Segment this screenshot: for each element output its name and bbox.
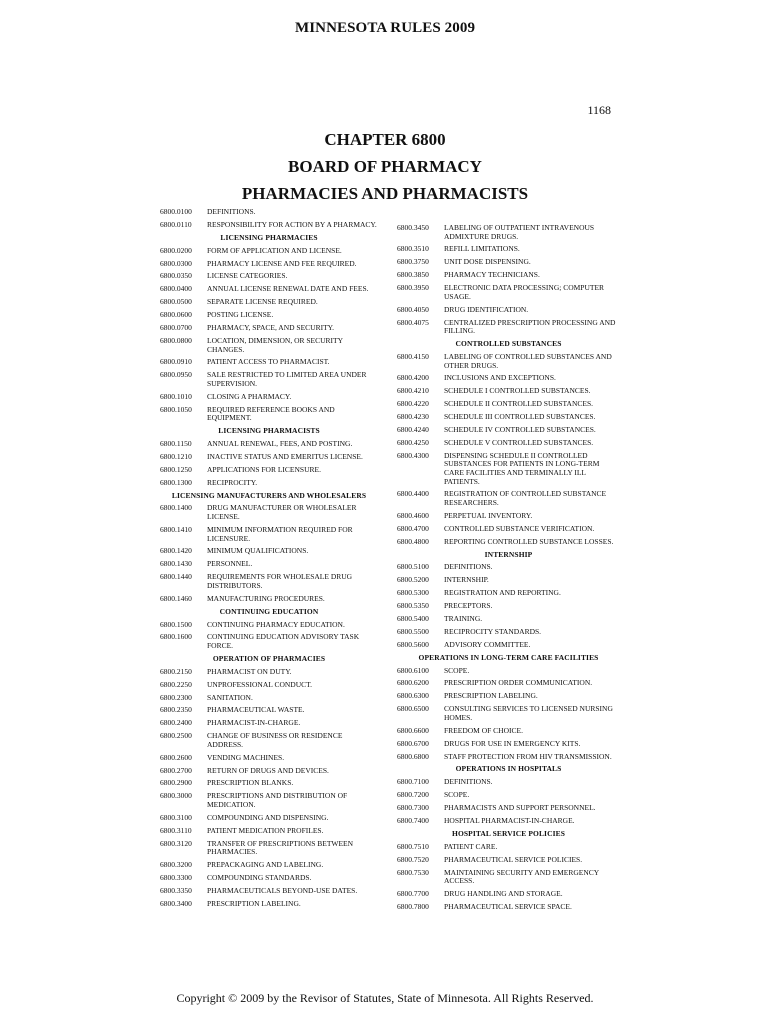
rule-title: SEPARATE LICENSE REQUIRED. <box>207 297 318 307</box>
rule-number: 6800.3200 <box>160 860 192 870</box>
rule-number: 6800.3850 <box>397 270 429 280</box>
rule-number: 6800.4400 <box>397 489 429 499</box>
board-name: BOARD OF PHARMACY <box>288 157 482 176</box>
rule-title: PREPACKAGING AND LABELING. <box>207 860 324 870</box>
rule-number: 6800.4220 <box>397 399 429 409</box>
toc-entry <box>160 668 378 677</box>
toc-entry <box>160 706 378 715</box>
rule-title: MAINTAINING SECURITY AND EMERGENCY ACCESS. <box>444 867 599 886</box>
rule-number: 6800.6700 <box>397 738 429 748</box>
toc-entry <box>160 324 378 333</box>
toc-entry <box>397 258 620 267</box>
toc-entry <box>397 413 620 422</box>
rule-number: 6800.7520 <box>397 854 429 864</box>
section-heading: OPERATIONS IN LONG-TERM CARE FACILITIES <box>418 652 599 662</box>
rule-title: REPORTING CONTROLLED SUBSTANCE LOSSES. <box>444 536 614 546</box>
toc-entry <box>397 692 620 701</box>
toc-entry <box>397 817 620 826</box>
toc-entry <box>160 621 378 630</box>
toc-entry <box>160 595 378 604</box>
rule-title: PHARMACEUTICAL SERVICE SPACE. <box>444 901 572 911</box>
rule-title: COMPOUNDING AND DISPENSING. <box>207 812 329 822</box>
toc-entry <box>160 466 378 475</box>
rule-title: VENDING MACHINES. <box>207 752 285 762</box>
rule-title: REGISTRATION AND REPORTING. <box>444 588 561 598</box>
rule-title: SCHEDULE IV CONTROLLED SUBSTANCES. <box>444 424 596 434</box>
toc-entry <box>160 719 378 728</box>
rule-number: 6800.1150 <box>160 439 192 449</box>
toc-entry <box>160 221 378 230</box>
rule-number: 6800.0400 <box>160 284 192 294</box>
rule-title: ADVISORY COMMITTEE. <box>444 639 531 649</box>
rule-number: 6800.5500 <box>397 626 429 636</box>
rule-number: 6800.3300 <box>160 873 192 883</box>
rule-title: MINIMUM INFORMATION REQUIRED FOR LICENSURE. <box>207 524 353 543</box>
rule-number: 6800.1460 <box>160 593 192 603</box>
rule-title: INTERNSHIP. <box>444 575 489 585</box>
toc-entry <box>397 903 620 912</box>
section-heading: HOSPITAL SERVICE POLICIES <box>452 828 565 838</box>
rule-title: DRUGS FOR USE IN EMERGENCY KITS. <box>444 738 581 748</box>
rule-number: 6800.5200 <box>397 575 429 585</box>
rule-title: RESPONSIBILITY FOR ACTION BY A PHARMACY. <box>207 219 377 229</box>
section-heading: OPERATIONS IN HOSPITALS <box>455 764 562 774</box>
rule-title: PHARMACEUTICAL WASTE. <box>207 705 305 715</box>
toc-entry <box>160 560 378 569</box>
page-number: 1168 <box>587 103 611 117</box>
toc-entry <box>160 681 378 690</box>
rule-number: 6800.7530 <box>397 867 429 877</box>
rule-title: PATIENT MEDICATION PROFILES. <box>207 825 324 835</box>
toc-entry <box>397 576 620 585</box>
rule-title: HOSPITAL PHARMACIST-IN-CHARGE. <box>444 815 575 825</box>
rule-title: CONTINUING PHARMACY EDUCATION. <box>207 619 345 629</box>
rule-number: 6800.5350 <box>397 601 429 611</box>
rule-title: SANITATION. <box>207 692 253 702</box>
rule-title: CONSULTING SERVICES TO LICENSED NURSING HOMES. <box>444 704 613 722</box>
toc-entry <box>397 679 620 688</box>
rule-number: 6800.6500 <box>397 704 429 714</box>
rule-number: 6800.2600 <box>160 752 192 762</box>
rule-number: 6800.3350 <box>160 885 192 895</box>
rule-title: APPLICATIONS FOR LICENSURE. <box>207 464 321 474</box>
rule-number: 6800.2900 <box>160 778 192 788</box>
rule-title: LICENSE CATEGORIES. <box>207 271 288 281</box>
rule-number: 6800.7800 <box>397 901 429 911</box>
rule-number: 6800.0910 <box>160 357 192 367</box>
rule-number: 6800.4200 <box>397 373 429 383</box>
rule-number: 6800.0700 <box>160 323 192 333</box>
toc-entry <box>397 740 620 749</box>
toc-entry <box>397 705 620 722</box>
rule-title: LABELING OF OUTPATIENT INTRAVENOUS ADMIXTURE DRUGS. <box>444 223 595 241</box>
toc-left-column <box>160 208 378 913</box>
rule-title: REFILL LIMITATIONS. <box>444 244 520 254</box>
rule-number: 6800.3400 <box>160 898 192 908</box>
toc-entry <box>160 840 378 857</box>
toc-entry <box>160 247 378 256</box>
toc-entry <box>160 406 378 423</box>
toc-entry <box>397 400 620 409</box>
section-heading: CONTROLLED SUBSTANCES <box>455 339 562 349</box>
toc-entry <box>160 827 378 836</box>
toc-entry <box>397 804 620 813</box>
rule-number: 6800.5100 <box>397 562 429 572</box>
rule-number: 6800.4250 <box>397 437 429 447</box>
rule-title: INCLUSIONS AND EXCEPTIONS. <box>444 373 556 383</box>
rule-number: 6800.5300 <box>397 588 429 598</box>
rule-number: 6800.4050 <box>397 304 429 314</box>
rule-title: CLOSING A PHARMACY. <box>207 391 292 401</box>
toc-entry <box>160 887 378 896</box>
toc-entry <box>160 272 378 281</box>
rule-title: PHARMACY TECHNICIANS. <box>444 270 540 280</box>
toc-entry <box>160 337 378 354</box>
toc-entry <box>397 353 620 370</box>
toc-entry <box>397 667 620 676</box>
toc-entry <box>160 311 378 320</box>
rule-title: PERPETUAL INVENTORY. <box>444 510 533 520</box>
toc-entry <box>397 426 620 435</box>
toc-entry <box>397 869 620 886</box>
rule-title: PHARMACEUTICAL SERVICE POLICIES. <box>444 854 583 864</box>
toc-entry <box>397 374 620 383</box>
rule-number: 6800.1500 <box>160 619 192 629</box>
toc-entry <box>397 284 620 301</box>
toc-entry <box>160 754 378 763</box>
toc-entry <box>160 526 378 543</box>
toc-entry <box>397 306 620 315</box>
rule-number: 6800.6200 <box>397 678 429 688</box>
toc-entry <box>397 224 620 241</box>
rule-title: TRAINING. <box>444 614 483 624</box>
rule-title: PHARMACIST-IN-CHARGE. <box>207 718 301 728</box>
rule-number: 6800.7510 <box>397 841 429 851</box>
rule-number: 6800.1250 <box>160 464 192 474</box>
toc-entry <box>397 490 620 507</box>
toc-entry <box>397 525 620 534</box>
toc-entry <box>160 358 378 367</box>
rule-title: POSTING LICENSE. <box>207 310 274 320</box>
toc-entry <box>397 753 620 762</box>
rule-number: 6800.3450 <box>397 223 429 232</box>
rule-title: RETURN OF DRUGS AND DEVICES. <box>207 765 329 775</box>
toc-entry <box>160 732 378 749</box>
rule-title: COMPOUNDING STANDARDS. <box>207 873 312 883</box>
rule-number: 6800.7200 <box>397 790 429 800</box>
rule-number: 6800.7700 <box>397 889 429 899</box>
chapter-subject: PHARMACIES AND PHARMACISTS <box>241 184 529 203</box>
toc-entry <box>397 387 620 396</box>
rule-number: 6800.0200 <box>160 245 192 255</box>
rule-number: 6800.4240 <box>397 424 429 434</box>
rule-number: 6800.1430 <box>160 559 192 569</box>
rule-number: 6800.4700 <box>397 523 429 533</box>
rule-title: PRECEPTORS. <box>444 601 493 611</box>
rule-title: REQUIRED REFERENCE BOOKS AND EQUIPMENT. <box>207 404 335 423</box>
toc-entry <box>160 504 378 521</box>
toc-entry <box>397 439 620 448</box>
toc-entry <box>397 843 620 852</box>
toc-entry <box>160 900 378 909</box>
rule-title: PRESCRIPTION ORDER COMMUNICATION. <box>444 678 593 688</box>
rule-title: LABELING OF CONTROLLED SUBSTANCES AND OTHER DRUGS. <box>444 351 612 370</box>
rule-number: 6800.0800 <box>160 335 192 345</box>
rule-number: 6800.7400 <box>397 815 429 825</box>
rule-number: 6800.4075 <box>397 317 429 327</box>
rule-title: ELECTRONIC DATA PROCESSING; COMPUTER USAGE. <box>444 283 605 301</box>
rule-number: 6800.4800 <box>397 536 429 546</box>
toc-entry <box>397 727 620 736</box>
rule-number: 6800.7300 <box>397 803 429 813</box>
rule-title: FREEDOM OF CHOICE. <box>444 725 523 735</box>
toc-entry <box>160 779 378 788</box>
rule-number: 6800.4300 <box>397 450 429 460</box>
toc-entry <box>160 371 378 388</box>
toc-entry <box>160 633 378 650</box>
toc-entry <box>160 285 378 294</box>
toc-entry <box>397 856 620 865</box>
toc-entry <box>397 615 620 624</box>
rule-number: 6800.2500 <box>160 731 192 741</box>
rule-title: CONTROLLED SUBSTANCE VERIFICATION. <box>444 523 595 533</box>
toc-entry <box>160 547 378 556</box>
rule-title: SALE RESTRICTED TO LIMITED AREA UNDER SUPERVISION. <box>207 370 367 388</box>
rule-number: 6800.0350 <box>160 271 192 281</box>
toc-entry <box>397 319 620 336</box>
rule-title: LOCATION, DIMENSION, OR SECURITY CHANGES. <box>207 335 343 354</box>
rule-title: ANNUAL RENEWAL, FEES, AND POSTING. <box>207 439 353 449</box>
rule-number: 6800.5400 <box>397 614 429 624</box>
rule-title: SCHEDULE III CONTROLLED SUBSTANCES. <box>444 412 596 422</box>
toc-entry <box>397 245 620 254</box>
toc-entry <box>397 778 620 787</box>
rule-number: 6800.2400 <box>160 718 192 728</box>
rule-title: PRESCRIPTION LABELING. <box>207 898 301 908</box>
rule-title: MINIMUM QUALIFICATIONS. <box>207 546 309 556</box>
rule-number: 6800.3750 <box>397 257 429 267</box>
rule-title: DRUG MANUFACTURER OR WHOLESALER LICENSE. <box>207 503 357 522</box>
rule-title: PHARMACISTS AND SUPPORT PERSONNEL. <box>444 803 596 813</box>
rule-number: 6800.2700 <box>160 765 192 775</box>
rule-title: CENTRALIZED PRESCRIPTION PROCESSING AND FILLING. <box>444 317 616 336</box>
rule-number: 6800.7100 <box>397 777 429 787</box>
toc-entry <box>160 479 378 488</box>
rule-title: SCHEDULE I CONTROLLED SUBSTANCES. <box>444 386 591 396</box>
section-heading: CONTINUING EDUCATION <box>219 606 319 616</box>
rule-number: 6800.1400 <box>160 503 192 513</box>
toc-entry <box>160 573 378 590</box>
rule-number: 6800.6100 <box>397 665 429 675</box>
toc-entry <box>397 452 620 486</box>
rule-number: 6800.1210 <box>160 451 192 461</box>
toc-entry <box>160 861 378 870</box>
rule-number: 6800.4230 <box>397 412 429 422</box>
rule-title: FORM OF APPLICATION AND LICENSE. <box>207 245 342 255</box>
toc-entry <box>397 563 620 572</box>
toc-entry <box>397 512 620 521</box>
rule-number: 6800.1300 <box>160 477 192 487</box>
rule-title: TRANSFER OF PRESCRIPTIONS BETWEEN PHARMACIES. <box>207 838 354 857</box>
rule-number: 6800.0500 <box>160 297 192 307</box>
rule-title: PRESCRIPTIONS AND DISTRIBUTION OF MEDICATION. <box>207 791 348 809</box>
section-heading: INTERNSHIP <box>484 549 533 559</box>
rule-number: 6800.2250 <box>160 679 192 689</box>
rule-title: PHARMACY, SPACE, AND SECURITY. <box>207 323 334 333</box>
rule-title: ANNUAL LICENSE RENEWAL DATE AND FEES. <box>207 284 369 294</box>
rule-title: SCHEDULE II CONTROLLED SUBSTANCES. <box>444 399 593 409</box>
rule-title: PATIENT CARE. <box>444 841 498 851</box>
section-heading: OPERATION OF PHARMACIES <box>212 653 326 663</box>
rule-title: PERSONNEL. <box>207 559 253 569</box>
toc-right-column <box>397 224 620 916</box>
rule-number: 6800.4150 <box>397 351 429 361</box>
rule-title: DEFINITIONS. <box>207 207 256 216</box>
rule-number: 6800.0300 <box>160 258 192 268</box>
rule-title: UNIT DOSE DISPENSING. <box>444 257 531 267</box>
rule-title: PATIENT ACCESS TO PHARMACIST. <box>207 357 330 367</box>
rule-number: 6800.1420 <box>160 546 192 556</box>
rule-title: DISPENSING SCHEDULE II CONTROLLED SUBSTANCES FOR PATIENTS IN LONG-TERM CARE FACILITIES AND TERMINALLY ILL PATIENTS. <box>444 450 600 486</box>
rule-number: 6800.2150 <box>160 666 192 676</box>
toc-entry <box>160 814 378 823</box>
rule-number: 6800.3100 <box>160 812 192 822</box>
toc-entry <box>160 393 378 402</box>
rule-title: SCOPE. <box>444 665 470 675</box>
toc-entry <box>397 589 620 598</box>
toc-entry <box>397 602 620 611</box>
rule-title: PHARMACEUTICALS BEYOND-USE DATES. <box>207 885 358 895</box>
rule-number: 6800.0950 <box>160 370 192 380</box>
copyright-notice: Copyright © 2009 by the Revisor of Statutes, State of Minnesota. All Rights Reserved. <box>176 991 594 1005</box>
rule-number: 6800.3510 <box>397 244 429 254</box>
rule-title: STAFF PROTECTION FROM HIV TRANSMISSION. <box>444 751 612 761</box>
toc-entry <box>397 890 620 899</box>
rule-title: RECIPROCITY STANDARDS. <box>444 626 542 636</box>
toc-entry <box>160 440 378 449</box>
rule-title: DRUG IDENTIFICATION. <box>444 304 529 314</box>
section-heading: LICENSING PHARMACIES <box>220 232 318 242</box>
rule-number: 6800.3110 <box>160 825 192 835</box>
toc-entry <box>397 641 620 650</box>
rule-number: 6800.4600 <box>397 510 429 520</box>
chapter-number: CHAPTER 6800 <box>324 130 446 149</box>
rule-number: 6800.3000 <box>160 791 192 801</box>
toc-entry <box>397 538 620 547</box>
rule-title: DEFINITIONS. <box>444 562 493 572</box>
rule-title: PRESCRIPTION LABELING. <box>444 691 538 701</box>
section-heading: LICENSING MANUFACTURERS AND WHOLESALERS <box>171 490 367 500</box>
rule-title: CHANGE OF BUSINESS OR RESIDENCE ADDRESS. <box>207 731 343 749</box>
section-heading: LICENSING PHARMACISTS <box>218 426 320 436</box>
rule-number: 6800.2350 <box>160 705 192 715</box>
rule-number: 6800.1050 <box>160 404 192 414</box>
rule-title: REGISTRATION OF CONTROLLED SUBSTANCE RESEARCHERS. <box>444 489 607 507</box>
rule-number: 6800.5600 <box>397 639 429 649</box>
rule-number: 6800.0110 <box>160 219 192 229</box>
toc-entry <box>160 694 378 703</box>
toc-entry <box>397 628 620 637</box>
running-head: MINNESOTA RULES 2009 <box>294 20 476 36</box>
rule-title: SCHEDULE V CONTROLLED SUBSTANCES. <box>444 437 594 447</box>
rule-number: 6800.1440 <box>160 572 192 582</box>
toc-entry <box>160 767 378 776</box>
rule-number: 6800.3950 <box>397 283 429 293</box>
rule-title: PHARMACIST ON DUTY. <box>207 666 292 676</box>
rule-number: 6800.6800 <box>397 751 429 761</box>
rule-number: 6800.1410 <box>160 524 192 534</box>
toc-entry <box>160 453 378 462</box>
rule-title: PRESCRIPTION BLANKS. <box>207 778 294 788</box>
toc-entry <box>160 298 378 307</box>
toc-entry <box>160 874 378 883</box>
rule-number: 6800.0100 <box>160 207 192 216</box>
rule-title: INACTIVE STATUS AND EMERITUS LICENSE. <box>207 451 363 461</box>
chapter-title <box>0 126 770 207</box>
rule-number: 6800.0600 <box>160 310 192 320</box>
rule-number: 6800.3120 <box>160 838 192 848</box>
rule-title: UNPROFESSIONAL CONDUCT. <box>207 679 313 689</box>
rule-number: 6800.6300 <box>397 691 429 701</box>
rule-title: SCOPE. <box>444 790 470 800</box>
toc-entry <box>397 791 620 800</box>
rule-title: CONTINUING EDUCATION ADVISORY TASK FORCE. <box>207 632 360 650</box>
toc-entry <box>160 208 378 217</box>
rule-number: 6800.4210 <box>397 386 429 396</box>
toc-entry <box>160 792 378 809</box>
rule-title: MANUFACTURING PROCEDURES. <box>207 593 325 603</box>
toc-entry <box>397 271 620 280</box>
rule-number: 6800.6600 <box>397 725 429 735</box>
rule-title: PHARMACY LICENSE AND FEE REQUIRED. <box>207 258 357 268</box>
rule-number: 6800.1010 <box>160 391 192 401</box>
rule-title: DRUG HANDLING AND STORAGE. <box>444 889 563 899</box>
rule-title: REQUIREMENTS FOR WHOLESALE DRUG DISTRIBUTORS. <box>207 572 353 590</box>
rule-number: 6800.2300 <box>160 692 192 702</box>
rule-title: RECIPROCITY. <box>207 477 258 487</box>
toc-entry <box>160 260 378 269</box>
rule-number: 6800.1600 <box>160 632 192 642</box>
rule-title: DEFINITIONS. <box>444 777 493 787</box>
